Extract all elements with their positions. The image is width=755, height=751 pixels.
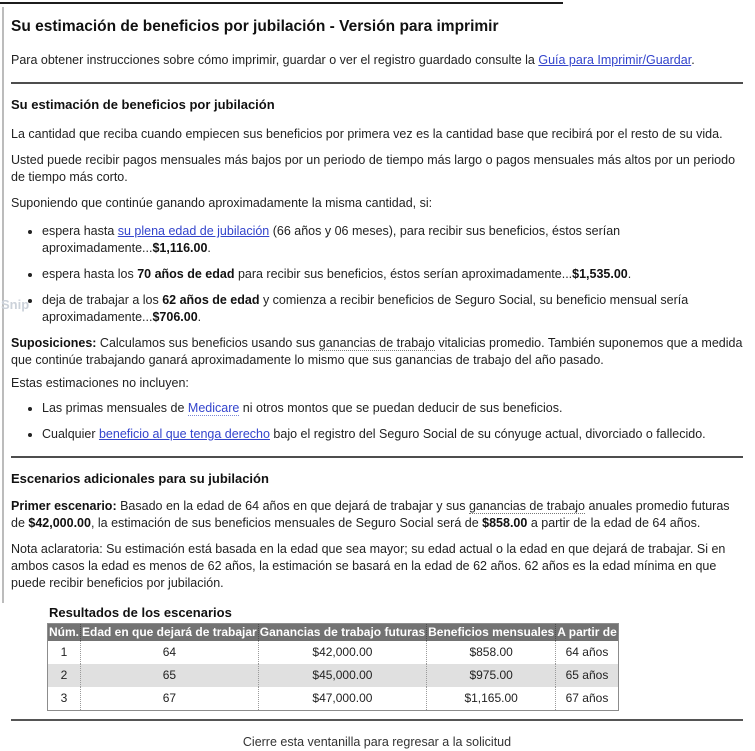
cell-stop-work-age: 65 [81, 664, 259, 687]
cell-stop-work-age: 64 [81, 641, 259, 664]
first-scenario-label: Primer escenario: [11, 499, 117, 513]
list-item-age-70 [42, 266, 743, 283]
work-earnings-term-2[interactable]: ganancias de trabajo [468, 499, 586, 513]
table-header-row [48, 624, 619, 642]
cell-num: 1 [60, 645, 68, 659]
results-table-caption: Resultados de los escenarios [49, 605, 232, 620]
age70-prefix: espera hasta los [42, 267, 138, 281]
divider-middle [11, 456, 743, 458]
cell-monthly-benefit: $858.00 [427, 641, 556, 664]
age70-amount: $1,535.00 [572, 267, 628, 281]
close-window-note: Cierre esta ventanilla para regresar a la solicitud [242, 735, 512, 749]
list-item-age-62 [42, 292, 743, 326]
table-row [48, 664, 619, 687]
list-item-spouse-benefit [42, 426, 743, 443]
exclusions-lead: Estas estimaciones no incluyen: [11, 376, 189, 390]
assumptions-paragraph [11, 335, 743, 369]
col-header-future-earnings: Ganancias de trabajo futuras [259, 625, 426, 639]
cell-starting-at: 67 años [556, 687, 619, 711]
first-scenario-part2: anuales promedio futuras de [11, 499, 730, 530]
assumptions-before-term: Calculamos sus beneficios usando sus [96, 336, 319, 350]
scenarios-section-heading: Escenarios adicionales para su jubilación [11, 471, 269, 486]
age62-bold: 62 años de edad [162, 293, 260, 307]
full-age-period: . [207, 241, 211, 255]
cell-monthly-benefit: $1,165.00 [427, 687, 556, 711]
divider-top [11, 82, 743, 84]
full-age-amount: $1,116.00 [152, 241, 208, 255]
medicare-term-link[interactable]: Medicare [187, 401, 240, 415]
full-age-prefix: espera hasta [42, 224, 118, 238]
age70-period: . [627, 267, 632, 281]
medicare-prefix: Las primas mensuales de [42, 401, 188, 415]
estimate-intro-2: Usted puede recibir pagos mensuales más bajos por un periodo de tiempo más largo o pagos mensuales más altos por un periodo de tiempo más corto. [11, 153, 736, 184]
cell-num: 2 [48, 664, 81, 687]
assumptions-after-term: vitalicias promedio. También suponemos que a medida que continúe trabajando ganará aproximadamente lo mismo que sus ganancias de trabajo del año pasado. [11, 336, 743, 367]
table-row [48, 687, 619, 711]
scenario-results-block [47, 604, 743, 711]
first-scenario-paragraph [11, 498, 743, 532]
divider-bottom [11, 719, 743, 721]
snip-tool-watermark: Snip [1, 297, 30, 312]
cell-stop-work-age: 67 [81, 687, 259, 711]
estimate-section-heading: Su estimación de beneficios por jubilación [11, 97, 275, 112]
page-title: Su estimación de beneficios por jubilación - Versión para imprimir [11, 18, 499, 35]
age62-amount: $706.00 [152, 310, 198, 324]
window-top-border [0, 2, 563, 4]
print-instructions-text: Para obtener instrucciones sobre cómo imprimir, guardar o ver el registro guardado consulte la [11, 53, 539, 67]
first-scenario-part4: a partir de la edad de 64 años. [527, 516, 701, 530]
exclusions-list [11, 400, 743, 443]
age70-bold: 70 años de edad [137, 267, 235, 281]
cell-future-earnings: $42,000.00 [258, 641, 426, 664]
list-item-full-retirement-age [42, 223, 743, 257]
age62-prefix: deja de trabajar a los [42, 293, 163, 307]
age62-period: . [197, 310, 202, 324]
assumptions-label: Suposiciones: [11, 336, 97, 350]
future-earnings-amount: $42,000.00 [28, 516, 91, 530]
cell-starting-at: 64 años [556, 641, 619, 664]
window-left-border [2, 7, 4, 603]
assumption-lead: Suponiendo que continúe ganando aproximadamente la misma cantidad, si: [11, 196, 433, 210]
cell-future-earnings: $45,000.00 [258, 664, 426, 687]
scenario-results-table [47, 623, 619, 711]
first-scenario-part1: Basado en la edad de 64 años en que dejará de trabajar y sus [116, 499, 469, 513]
full-retirement-age-link[interactable]: su plena edad de jubilación [117, 224, 270, 238]
table-row [48, 641, 619, 664]
print-instructions [11, 52, 743, 69]
spouse-suffix: bajo el registro del Seguro Social de su cónyuge actual, divorciado o fallecido. [269, 427, 706, 441]
age70-middle: para recibir sus beneficios, éstos serían aproximadamente... [234, 267, 573, 281]
list-item-medicare [42, 400, 743, 417]
first-scenario-part3: , la estimación de sus beneficios mensuales de Seguro Social será de [90, 516, 483, 530]
work-earnings-term[interactable]: ganancias de trabajo [318, 336, 435, 350]
age62-middle: y comienza a recibir beneficios de Seguro Social, su beneficio mensual sería aproximadamente... [42, 293, 689, 324]
col-header-monthly-benefits: Beneficios mensuales [428, 625, 555, 639]
col-header-stop-work-age: Edad en que dejará de trabajar [82, 625, 257, 639]
cell-future-earnings: $47,000.00 [258, 687, 426, 711]
print-save-guide-link[interactable]: Guía para Imprimir/Guardar [538, 53, 692, 67]
medicare-suffix: ni otros montos que se puedan deducir de sus beneficios. [239, 401, 563, 415]
estimate-intro-1: La cantidad que reciba cuando empiecen sus beneficios por primera vez es la cantidad base que recibirá por el resto de su vida. [11, 127, 723, 141]
spouse-prefix: Cualquier [42, 427, 99, 441]
col-header-starting-at: A partir de [557, 625, 617, 639]
monthly-benefit-amount: $858.00 [482, 516, 528, 530]
full-age-middle: (66 años y 06 meses), para recibir sus beneficios, éstos serían aproximadamente... [42, 224, 621, 255]
clarification-note: Nota aclaratoria: Su estimación está basada en la edad que sea mayor; su edad actual o la edad en que dejará de trabajar. Si en ambos casos la edad es menos de 62 años, la estimación se basará en la edad de 62 años. 62 años es la edad mínima en que puede recibir beneficios por jubilación. [11, 542, 726, 590]
cell-starting-at: 65 años [556, 664, 619, 687]
cell-monthly-benefit: $975.00 [427, 664, 556, 687]
entitled-benefit-link[interactable]: beneficio al que tenga derecho [98, 427, 270, 441]
benefit-estimate-list [11, 223, 743, 326]
print-instructions-period: . [691, 53, 695, 67]
cell-num: 3 [60, 691, 68, 705]
col-header-num: Núm. [49, 625, 79, 639]
